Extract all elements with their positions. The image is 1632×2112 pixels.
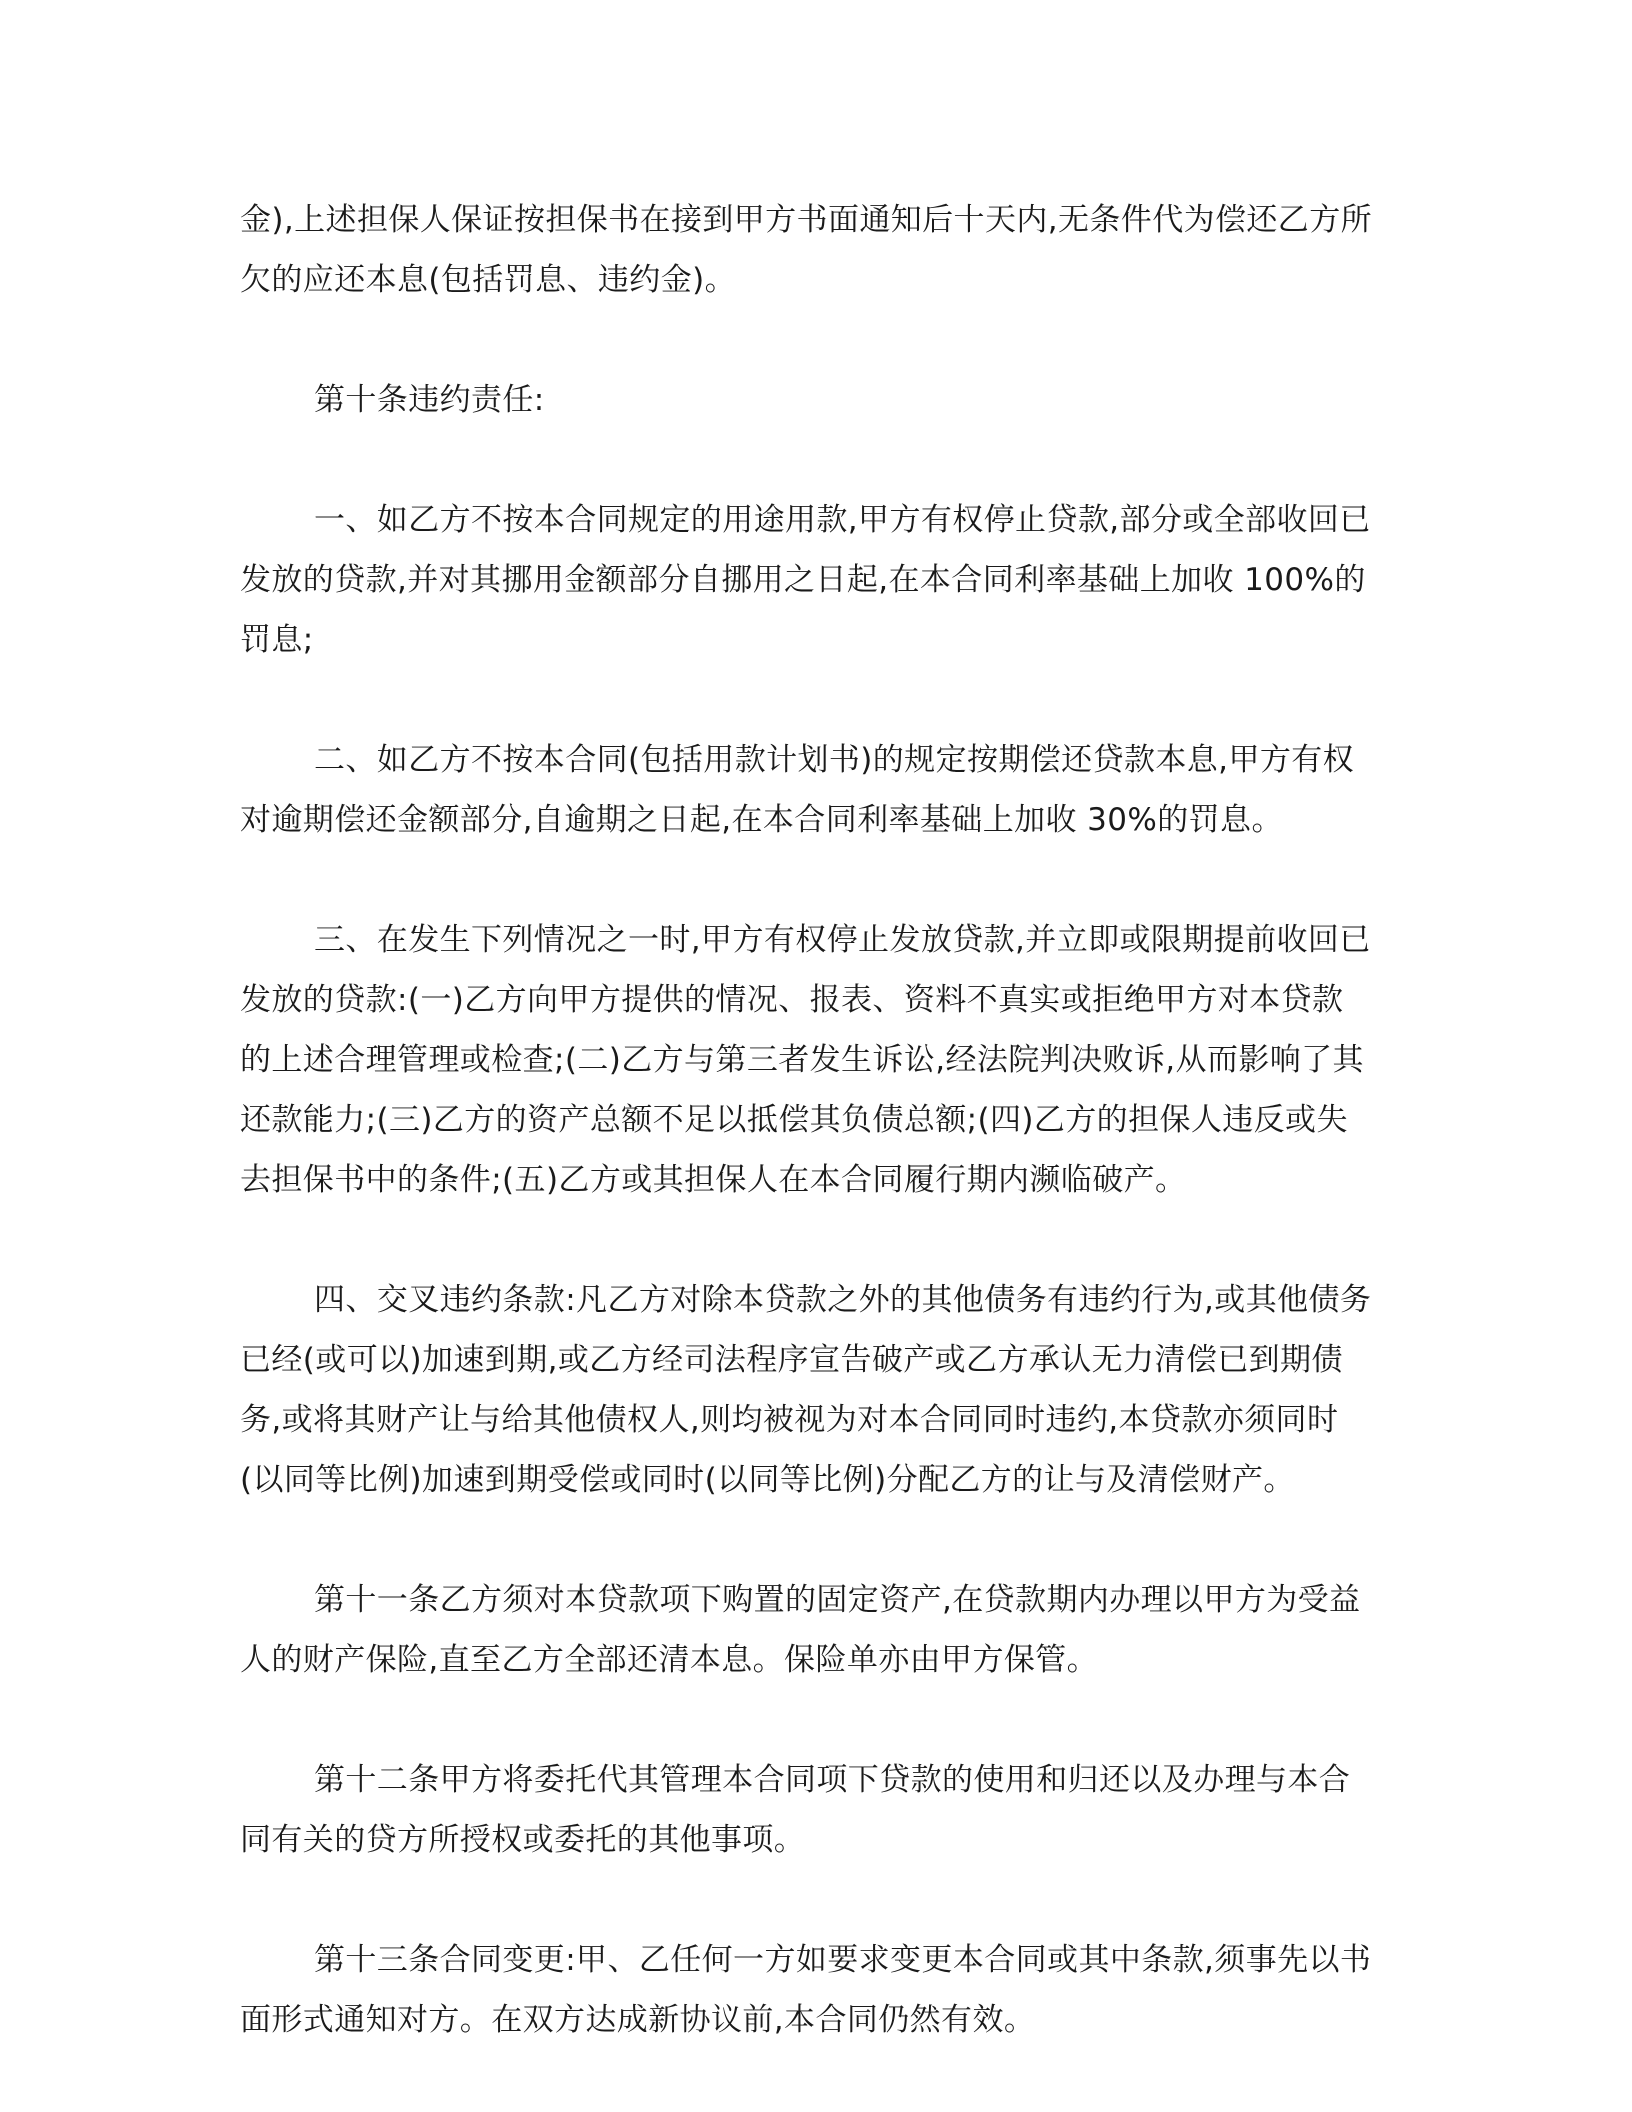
document-body	[240, 190, 1392, 2050]
text-line: 金),上述担保人保证按担保书在接到甲方书面通知后十天内,无条件代为偿还乙方所	[240, 202, 1372, 238]
text-line: 人的财产保险,直至乙方全部还清本息。保险单亦由甲方保管。	[240, 1642, 1099, 1678]
text-line: 四、交叉违约条款:凡乙方对除本贷款之外的其他债务有违约行为,或其他债务	[314, 1282, 1372, 1318]
clause-10-3	[240, 910, 1392, 1210]
text-line: 发放的贷款,并对其挪用金额部分自挪用之日起,在本合同利率基础上加收 100%的	[240, 562, 1366, 598]
text-line: 三、在发生下列情况之一时,甲方有权停止发放贷款,并立即或限期提前收回已	[314, 922, 1371, 958]
article-12	[240, 1750, 1392, 1870]
article-11	[240, 1570, 1392, 1690]
text-line: 面形式通知对方。在双方达成新协议前,本合同仍然有效。	[240, 2002, 1036, 2038]
text-line: 第十三条合同变更:甲、乙任何一方如要求变更本合同或其中条款,须事先以书	[314, 1942, 1372, 1978]
text-line: 务,或将其财产让与给其他债权人,则均被视为对本合同同时违约,本贷款亦须同时	[240, 1402, 1339, 1438]
text-line: 第十一条乙方须对本贷款项下购置的固定资产,在贷款期内办理以甲方为受益	[314, 1582, 1361, 1618]
text-line: 已经(或可以)加速到期,或乙方经司法程序宣告破产或乙方承认无力清偿已到期债	[240, 1342, 1343, 1378]
text-line: (以同等比例)加速到期受偿或同时(以同等比例)分配乙方的让与及清偿财产。	[240, 1462, 1295, 1498]
text-line: 第十二条甲方将委托代其管理本合同项下贷款的使用和归还以及办理与本合	[314, 1762, 1351, 1798]
text-line: 发放的贷款:(一)乙方向甲方提供的情况、报表、资料不真实或拒绝甲方对本贷款	[240, 982, 1344, 1018]
article-10-heading	[240, 370, 1392, 430]
text-line: 欠的应还本息(包括罚息、违约金)。	[240, 262, 736, 298]
text-line: 二、如乙方不按本合同(包括用款计划书)的规定按期偿还贷款本息,甲方有权	[314, 742, 1355, 778]
text-line: 对逾期偿还金额部分,自逾期之日起,在本合同利率基础上加收 30%的罚息。	[240, 802, 1283, 838]
text-line: 第十条违约责任:	[314, 382, 545, 418]
article-13	[240, 1930, 1392, 2050]
paragraph-continuation	[240, 190, 1392, 310]
text-line: 同有关的贷方所授权或委托的其他事项。	[240, 1822, 806, 1858]
clause-10-4	[240, 1270, 1392, 1510]
clause-10-2	[240, 730, 1392, 850]
text-line: 罚息;	[240, 622, 314, 658]
text-line: 去担保书中的条件;(五)乙方或其担保人在本合同履行期内濒临破产。	[240, 1162, 1187, 1198]
text-line: 一、如乙方不按本合同规定的用途用款,甲方有权停止贷款,部分或全部收回已	[314, 502, 1371, 538]
text-line: 还款能力;(三)乙方的资产总额不足以抵偿其负债总额;(四)乙方的担保人违反或失	[240, 1102, 1348, 1138]
text-line: 的上述合理管理或检查;(二)乙方与第三者发生诉讼,经法院判决败诉,从而影响了其	[240, 1042, 1364, 1078]
clause-10-1	[240, 490, 1392, 670]
